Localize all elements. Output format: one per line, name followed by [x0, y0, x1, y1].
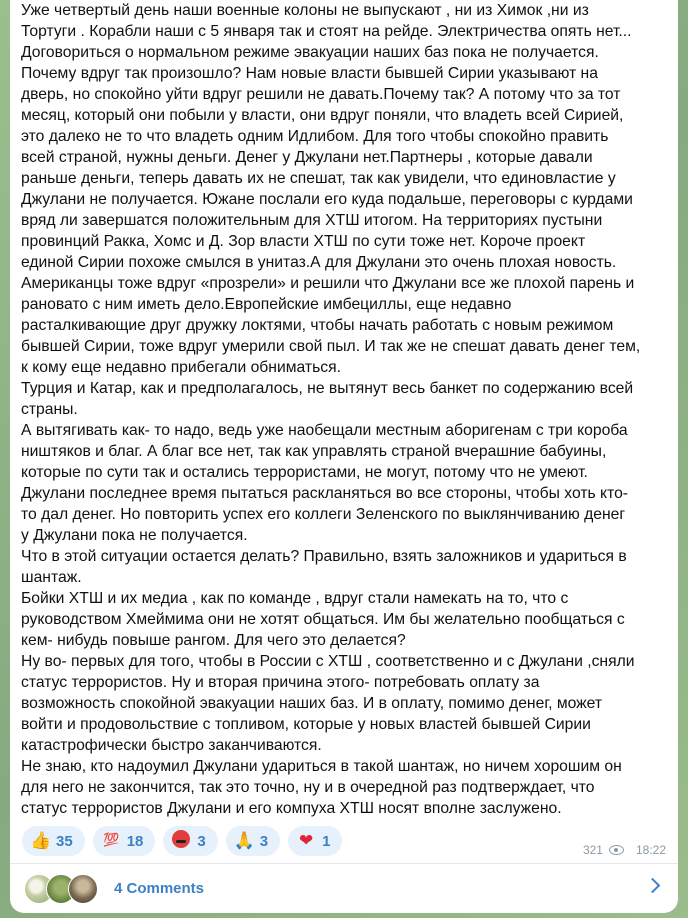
- angry-face-icon: [171, 830, 191, 853]
- comments-button[interactable]: [10, 864, 678, 913]
- view-count: 321: [582, 843, 603, 857]
- reaction-count: 3: [197, 832, 206, 850]
- message-meta: [583, 843, 666, 857]
- reaction-thumbs-up[interactable]: [22, 826, 85, 856]
- reaction-count: 35: [56, 832, 73, 850]
- post-text: Уже четвертый день наши военные колоны не выпускают , ни из Химок ,ни из Тортуги . Корабли наши с 5 января так и стоят на рейде. Электричества опять нет... Договориться о нормальном режиме эвакуации наших баз пока не получается. Почему вдруг так произошло? Нам новые власти бывшей Сирии указывают на дверь, но спокойно уйти вдруг решили не давать.Почему так? А потому что за тот месяц, который они побыли у власти, они вдруг поняли, что владеть всей Сирией, это далеко не то что владеть одним Идлибом. Для того чтобы спокойно править всей страной, нужны деньги. Денег у Джулани нет.Партнеры , которые давали раньше деньги, теперь давать их не спешат, так как увидели, что единовластие у Джулани не получается. Южане послали его куда подальше, переговоры с курдами вряд ли завершатся положительным для ХТШ итогом. На территориях пустыни провинций Ракка, Хомс и Д. Зор власти ХТШ по сути тоже нет. Короче проект единой Сирии похоже смылся в унитаз.А для Джулани это очень плохая новость. Американцы тоже вдруг «прозрели» и решили что Джулани все же плохой парень и рановато с ним иметь дело.Европейские имбециллы, еще недавно расталкивающие друг дружку локтями, чтобы начать работать с новым режимом бывшей Сирии, тоже вдруг умерили свой пыл. И так же не спешат давать денег тем, к кому еще недавно прибегали обниматься. Турция и Катар, как и предполагалось, не вытянут весь банкет по содержанию всей страны. А вытягивать как- то надо, ведь уже наобещали местным аборигенам с три короба ништяков и благ. А благ все нет, так как управлять страной вчерашние бабуины, которые по сути так и остались террористами, не могут, потому что не умеют. Джулани последнее время пытаться раскланяться во все стороны, чтобы хоть кто- то дал денег. Но повторить успех его коллеги Зеленского по выклянчиванию денег у Джулани пока не получается. Что в этой ситуации остается делать? Правильно, взять заложников и удариться в шантаж. Бойки ХТШ и их медиа , как по команде , вдруг стали намекать на то, что с руководством Хмеймима они не хотят общаться. Им бы желательно пообщаться с кем- нибудь повыше рангом. Для чего это делается? Ну во- первых для того, чтобы в России с ХТШ , соответственно и с Джулани ,сняли статус террористов. Ну и вторая причина этого- потребовать оплату за возможность спокойной эвакуации наших баз. И в оплату, помимо денег, может войти и продовольствие с топливом, которые у новых властей бывшей Сирии катастрофически быстро заканчиваются. Не знаю, кто надоумил Джулани удариться в такой шантаж, но ничем хорошим он для него не закончится, так это точно, ну и в очередной раз подтверждает, что статус террористов Джулани и его компуха ХТШ носят вполне заслужено.: [21, 2, 641, 817]
- hundred-icon: 💯: [103, 833, 119, 848]
- eye-icon: [609, 845, 624, 855]
- message-time: 18:22: [635, 843, 666, 857]
- reaction-count: 3: [259, 832, 269, 850]
- reaction-count: 1: [322, 832, 331, 850]
- reactions-bar: [22, 826, 342, 856]
- reaction-count: 18: [126, 832, 144, 850]
- commenter-avatars: [24, 874, 108, 904]
- chevron-right-icon: [645, 878, 661, 894]
- thumbs-up-icon: 👍: [30, 831, 52, 851]
- reaction-red-heart[interactable]: [288, 826, 342, 856]
- heart-icon: ❤: [298, 831, 314, 851]
- praying-hands-icon: 🙏: [233, 831, 255, 851]
- reaction-praying-hands[interactable]: [226, 826, 280, 856]
- reaction-hundred[interactable]: [93, 826, 156, 856]
- comments-label: 4 Comments: [114, 880, 205, 897]
- avatar: [68, 874, 98, 904]
- reaction-angry-face[interactable]: [163, 826, 217, 856]
- message-bubble: [10, 0, 678, 913]
